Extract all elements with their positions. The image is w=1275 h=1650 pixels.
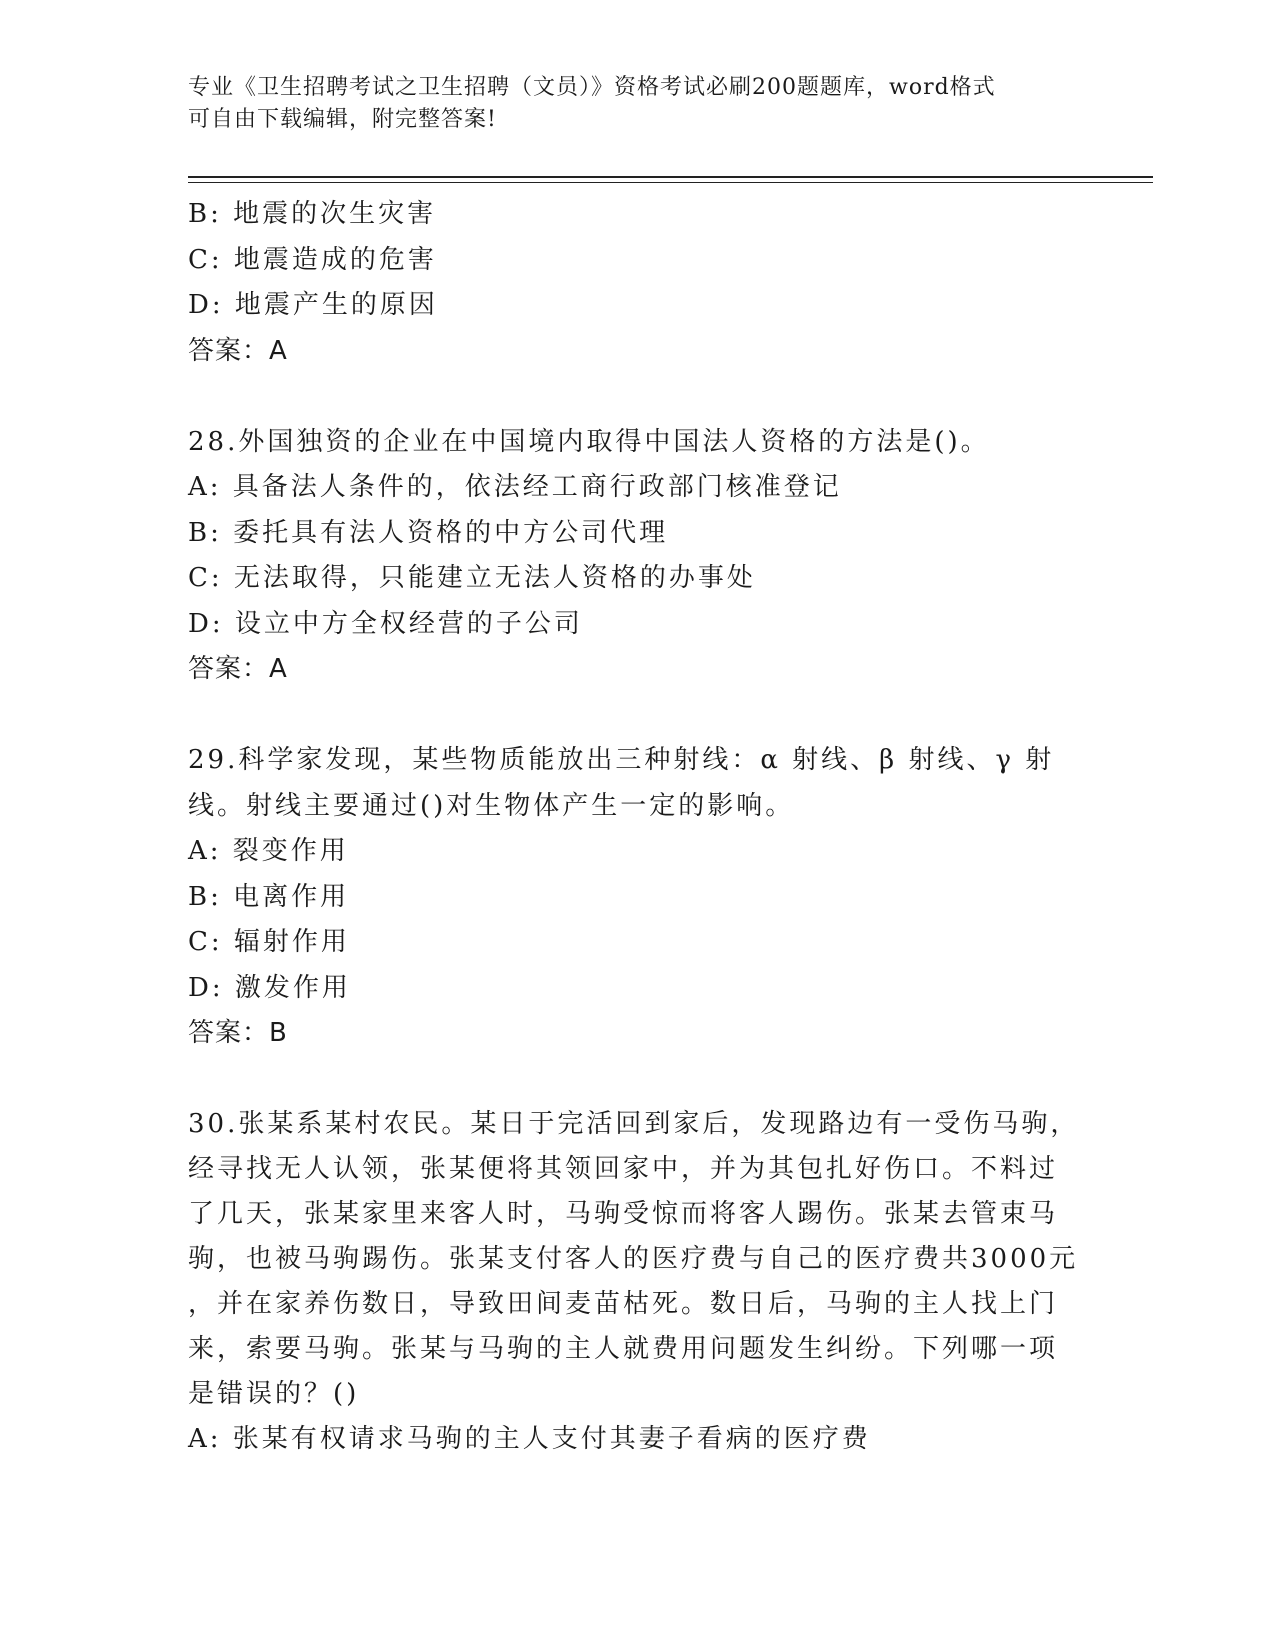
spacer bbox=[188, 374, 1068, 420]
q29-option-d: D: 激发作用 bbox=[188, 972, 351, 1003]
spacer bbox=[188, 1057, 1068, 1103]
spacer bbox=[188, 693, 1068, 739]
q28-answer: 答案：A bbox=[188, 654, 288, 684]
q30-stem-line-3: 了几天，张某家里来客人时，马驹受惊而将客人踢伤。张某去管束马 bbox=[188, 1199, 1059, 1229]
question-27 bbox=[188, 192, 1068, 374]
q27-option-b: B: 地震的次生灾害 bbox=[188, 199, 437, 229]
q30-stem-line-1: 30.张某系某村农民。某日于完活回到家后，发现路边有一受伤马驹， bbox=[188, 1109, 1080, 1139]
question-30 bbox=[188, 1102, 1080, 1462]
header-line-1: 专业《卫生招聘考试之卫生招聘（文员）》资格考试必刷200题题库，word格式 bbox=[188, 75, 996, 100]
q29-option-a: A: 裂变作用 bbox=[188, 836, 349, 866]
q29-stem-line-1: 29.科学家发现，某些物质能放出三种射线：α 射线、β 射线、γ 射 bbox=[188, 745, 1055, 775]
document-body bbox=[188, 192, 1080, 1462]
q30-stem-line-6: 来，索要马驹。张某与马驹的主人就费用问题发生纠纷。下列哪一项 bbox=[188, 1334, 1059, 1364]
q28-option-a: A: 具备法人条件的，依法经工商行政部门核准登记 bbox=[188, 472, 842, 502]
q28-stem: 28.外国独资的企业在中国境内取得中国法人资格的方法是()。 bbox=[188, 426, 990, 457]
q27-option-c: C: 地震造成的危害 bbox=[188, 244, 437, 275]
document-header bbox=[188, 72, 1068, 136]
header-line-2: 可自由下载编辑，附完整答案! bbox=[188, 107, 497, 132]
q30-stem-line-2: 经寻找无人认领，张某便将其领回家中，并为其包扎好伤口。不料过 bbox=[188, 1154, 1059, 1184]
question-29 bbox=[188, 738, 1068, 1057]
q27-answer: 答案：A bbox=[188, 335, 288, 366]
q30-stem-line-4: 驹，也被马驹踢伤。张某支付客人的医疗费与自己的医疗费共3000元 bbox=[188, 1244, 1079, 1274]
question-28 bbox=[188, 420, 1068, 693]
q28-option-c: C: 无法取得，只能建立无法人资格的办事处 bbox=[188, 563, 756, 593]
q29-answer: 答案：B bbox=[188, 1018, 288, 1048]
header-rule-thin bbox=[188, 182, 1153, 183]
q29-option-c: C: 辐射作用 bbox=[188, 927, 350, 957]
q29-option-b: B: 电离作用 bbox=[188, 881, 350, 912]
q29-stem-line-2: 线。射线主要通过()对生物体产生一定的影响。 bbox=[188, 790, 795, 821]
q27-option-d: D: 地震产生的原因 bbox=[188, 290, 438, 320]
q28-option-b: B: 委托具有法人资格的中方公司代理 bbox=[188, 517, 669, 548]
header-rule-thick bbox=[188, 176, 1153, 178]
q28-option-d: D: 设立中方全权经营的子公司 bbox=[188, 608, 583, 639]
q30-stem-line-7: 是错误的？() bbox=[188, 1379, 360, 1409]
q30-option-a: A: 张某有权请求马驹的主人支付其妻子看病的医疗费 bbox=[188, 1424, 871, 1454]
q30-stem-line-5: ，并在家养伤数日，导致田间麦苗枯死。数日后，马驹的主人找上门 bbox=[188, 1289, 1059, 1319]
